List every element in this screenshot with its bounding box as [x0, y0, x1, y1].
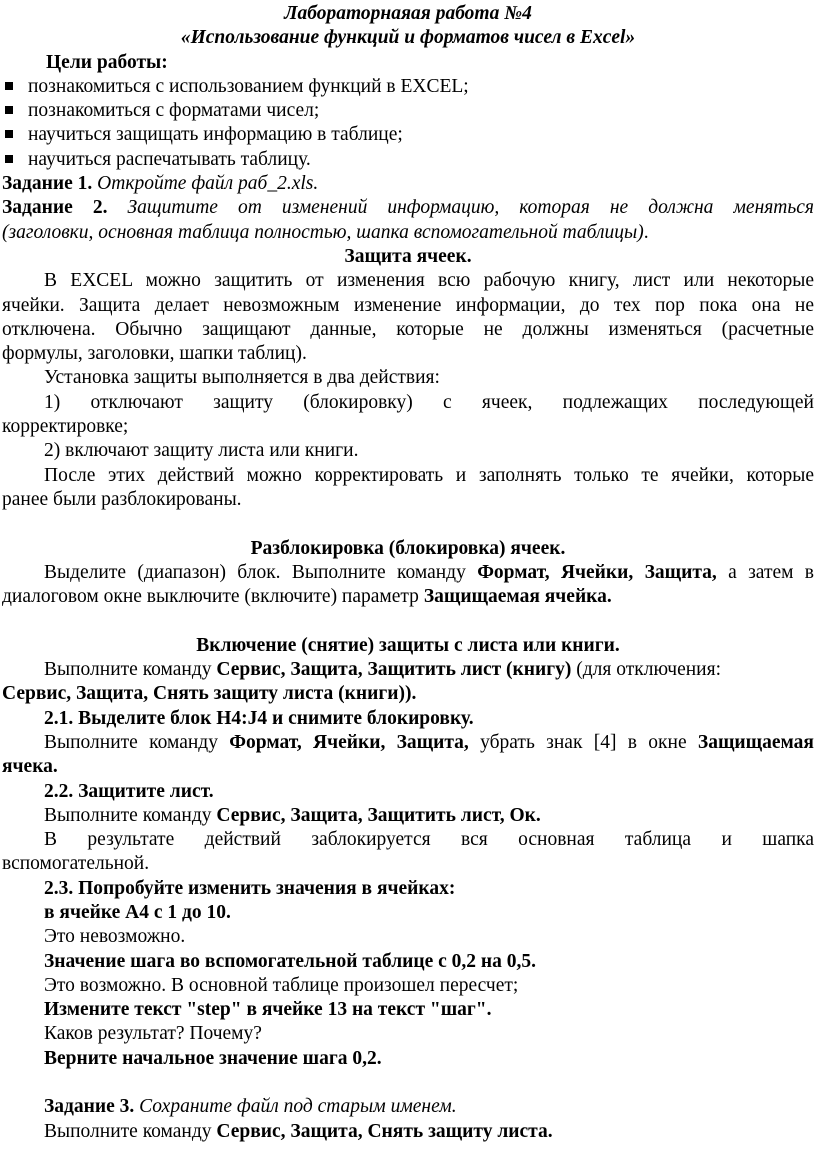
square-bullet-icon [5, 130, 13, 138]
task-3: Задание 3. Сохраните файл под старым именем. [44, 1096, 457, 1118]
protection-paragraph-line: В EXCEL можно защитить от изменения всю рабочую книгу, лист или некоторые [44, 270, 814, 292]
task-2-line-2: (заголовки, основная таблица полностью, шапка вспомогательной таблицы). [2, 221, 649, 243]
step-2-2-line-1: Выполните команду Сервис, Защита, Защитить лист, Ок. [44, 804, 541, 826]
step-2-1-line-2: ячека. [2, 756, 58, 778]
step-2-2-line-2: В результате действий заблокируется вся основная таблица и шапка [44, 829, 814, 851]
task-1: Задание 1. Откройте файл раб_2.xls. [2, 173, 319, 195]
step-2-3-restore: Верните начальное значение шага 0,2. [44, 1047, 382, 1069]
sheet-protection-line-2: Сервис, Защита, Снять защиту листа (книги)). [2, 683, 417, 705]
unlock-heading: Разблокировка (блокировка) ячеек. [250, 537, 566, 559]
protection-paragraph-line: отключена. Обычно защищают данные, которые не должны изменяться (расчетные [2, 318, 814, 340]
goal-item: научиться защищать информацию в таблице; [2, 123, 814, 147]
unlock-line-1: Выделите (диапазон) блок. Выполните команду Формат, Ячейки, Защита, а затем в [44, 561, 814, 583]
sheet-protection-heading: Включение (снятие) защиты с листа или книги. [196, 634, 620, 656]
step-2-3-question: Каков результат? Почему? [44, 1023, 262, 1045]
goal-item: познакомиться с использованием функций в EXCEL; [2, 75, 814, 99]
spacer [2, 512, 814, 536]
protection-heading: Защита ячеек. [344, 245, 472, 267]
square-bullet-icon [5, 155, 13, 163]
title-line-1: Лабораторнаяая работа №4 [284, 3, 532, 24]
task-2-line-1: Задание 2. Защитите от изменений информацию, которая не должна меняться [2, 197, 814, 219]
protection-step-2: 2) включают защиту листа или книги. [44, 440, 359, 462]
protection-steps-intro: Установка защиты выполняется в два действия: [44, 367, 440, 389]
step-2-1-line-1: Выполните команду Формат, Ячейки, Защита, убрать знак [4] в окне Защищаемая [44, 731, 814, 753]
step-2-3-a4-result: Это невозможно. [44, 926, 186, 948]
goal-item: научиться распечатывать таблицу. [2, 148, 814, 172]
spacer [2, 1071, 814, 1095]
protection-paragraph-line: формулы, заголовки, шапки таблиц). [2, 343, 307, 365]
step-2-1-heading: 2.1. Выделите блок H4:J4 и снимите блокировку. [44, 707, 474, 729]
spacer [2, 609, 814, 633]
protection-after-line-1: После этих действий можно корректировать и заполнять только те ячейки, которые [44, 464, 814, 486]
step-2-3-rename: Измените текст "step" в ячейке 13 на текст "шаг". [44, 999, 492, 1021]
step-2-2-line-3: вспомогательной. [2, 853, 150, 875]
square-bullet-icon [5, 106, 13, 114]
title-line-2: «Использование функций и форматов чисел в Excel» [180, 27, 636, 49]
goals-heading: Цели работы: [46, 51, 168, 73]
unlock-line-2: диалоговом окне выключите (включите) параметр Защищаемая ячейка. [2, 586, 612, 608]
step-2-3-a4: в ячейке А4 с 1 до 10. [44, 901, 231, 923]
step-2-3-step-value: Значение шага во вспомогательной таблице с 0,2 на 0,5. [44, 950, 537, 972]
protection-step-1-line-2: корректировке; [2, 416, 129, 438]
step-2-3-step-result: Это возможно. В основной таблице произошел пересчет; [44, 974, 519, 996]
step-2-3-heading: 2.3. Попробуйте изменить значения в ячейках: [44, 877, 456, 899]
protection-paragraph-line: ячейки. Защита делает невозможным изменение информации, до тех пор пока она не [2, 294, 814, 316]
protection-step-1-line-1: 1) отключают защиту (блокировку) с ячеек, подлежащих последующей [44, 391, 814, 413]
sheet-protection-line-1: Выполните команду Сервис, Защита, Защитить лист (книгу) (для отключения: [44, 659, 721, 681]
protection-after-line-2: ранее были разблокированы. [2, 488, 242, 510]
goal-item: познакомиться с форматами чисел; [2, 99, 814, 123]
task-3-line-2: Выполните команду Сервис, Защита, Снять защиту листа. [44, 1120, 553, 1142]
square-bullet-icon [5, 82, 13, 90]
step-2-2-heading: 2.2. Защитите лист. [44, 780, 214, 802]
